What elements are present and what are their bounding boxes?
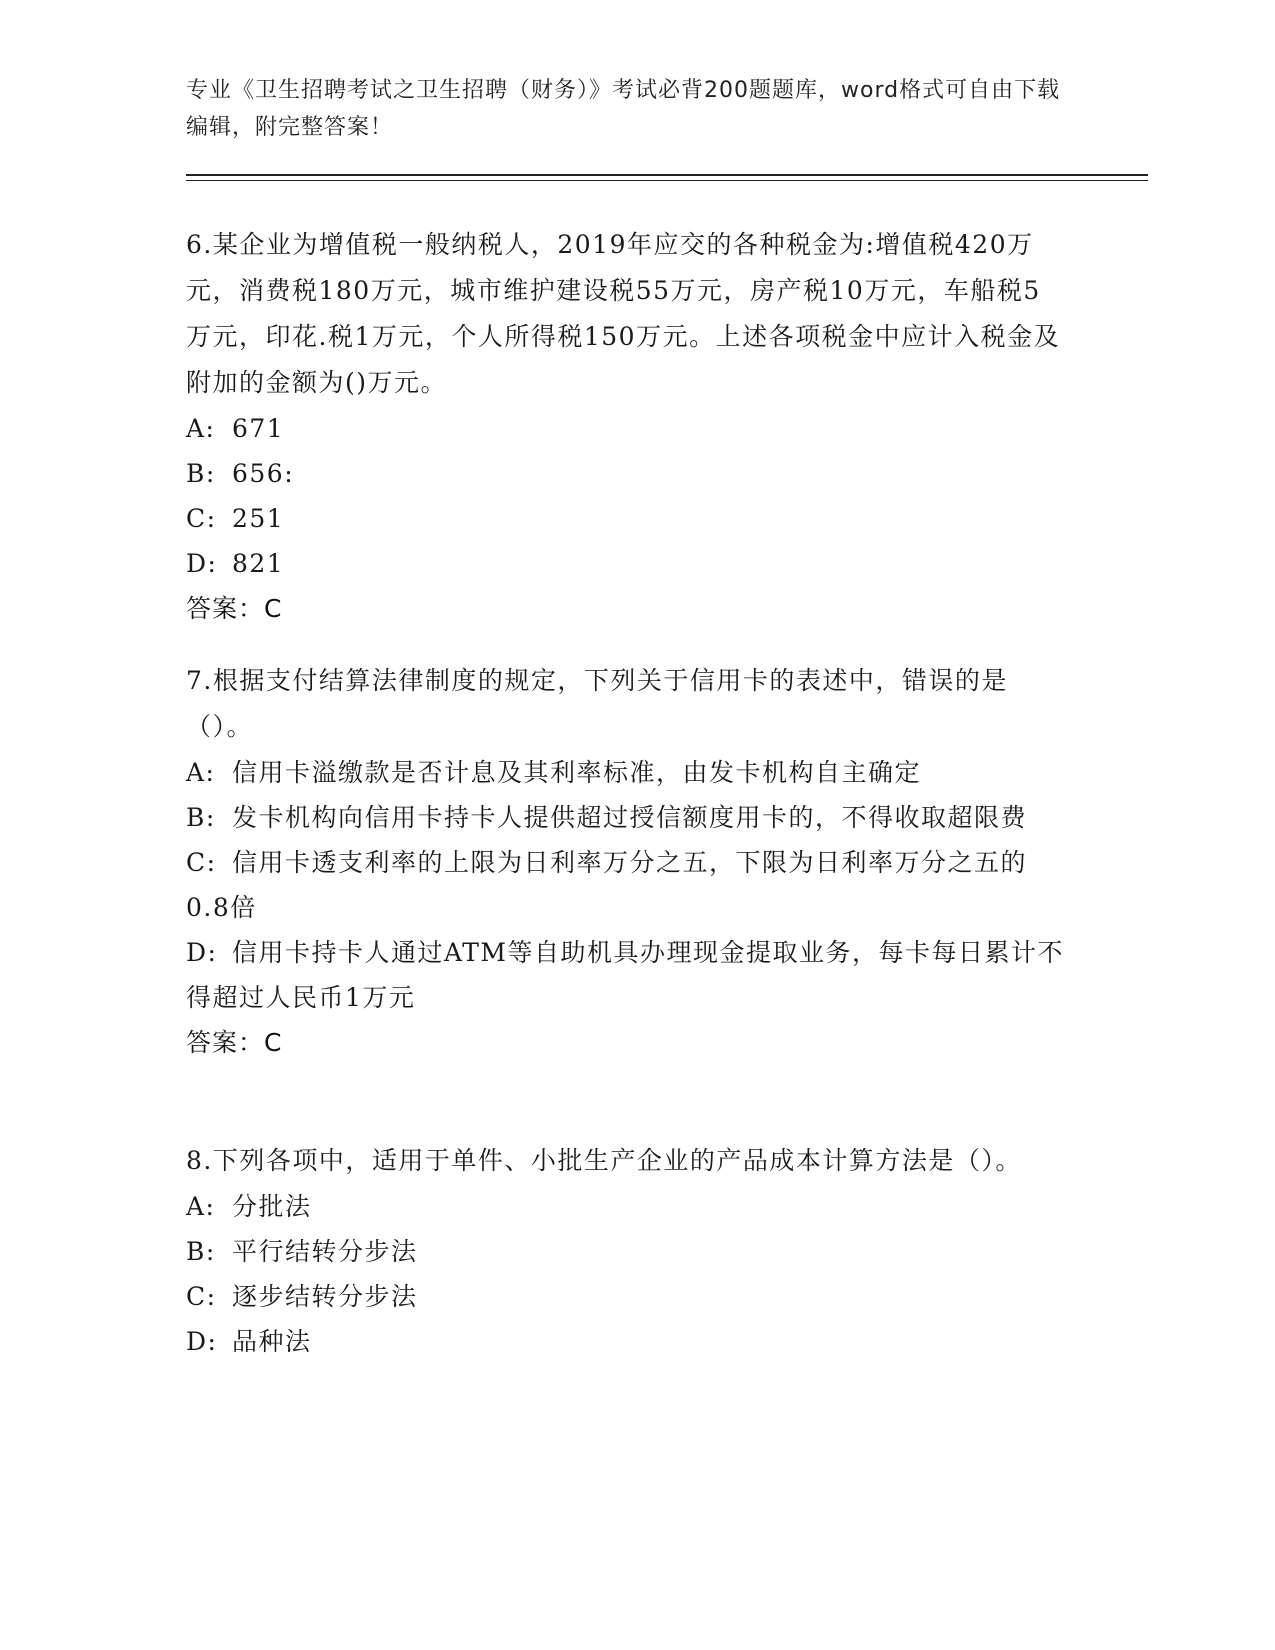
option-a [186,406,1066,451]
option-b [186,451,1066,496]
question-7 [186,658,1066,1066]
option-b [186,795,1066,840]
option-c [186,1274,1066,1319]
option-a [186,1184,1066,1229]
option-letter: D: [186,1327,218,1356]
option-text: 656: [232,459,295,488]
option-letter: C: [186,1282,217,1311]
option-letter: B: [186,803,216,832]
option-letter: B: [186,1237,216,1266]
option-b [186,1229,1066,1274]
option-a [186,750,1066,795]
option-c [186,840,1066,930]
answer-text: 答案：C [186,594,283,623]
option-text: 信用卡持卡人通过ATM等自助机具办理现金提取业务，每卡每日累计不得超过人民币1万元 [186,938,1064,1012]
question-8 [186,1138,1066,1364]
option-text: 品种法 [232,1327,312,1356]
document-header: 专业《卫生招聘考试之卫生招聘（财务）》考试必背200题题库，word格式可自由下载编辑，附完整答案！ [186,78,1061,140]
option-letter: D: [186,549,218,578]
option-letter: C: [186,848,217,877]
question-text: 6.某企业为增值税一般纳税人，2019年应交的各种税金为:增值税420万元，消费税180万元，城市维护建设税55万元，房产税10万元，车船税5万元，印花.税1万元，个人所得税150万元。上述各项税金中应计入税金及附加的金额为()万元。 [186,230,1061,397]
answer-text: 答案：C [186,1028,283,1057]
option-letter: C: [186,504,217,533]
option-text: 逐步结转分步法 [232,1282,418,1311]
option-d [186,541,1066,586]
question-6 [186,222,1066,632]
option-d [186,930,1066,1020]
option-text: 251 [232,504,285,533]
option-text: 平行结转分步法 [232,1237,418,1266]
option-c [186,496,1066,541]
option-letter: A: [186,1192,216,1221]
option-letter: D: [186,938,218,967]
option-d [186,1319,1066,1364]
option-letter: B: [186,459,216,488]
option-text: 821 [232,549,285,578]
option-text: 信用卡透支利率的上限为日利率万分之五，下限为日利率万分之五的0.8倍 [186,848,1028,922]
option-text: 信用卡溢缴款是否计息及其利率标准，由发卡机构自主确定 [232,758,922,787]
option-letter: A: [186,414,216,443]
header-rule-thick [186,174,1148,176]
option-letter: A: [186,758,216,787]
option-text: 671 [232,414,285,443]
option-text: 分批法 [232,1192,312,1221]
option-text: 发卡机构向信用卡持卡人提供超过授信额度用卡的，不得收取超限费 [232,803,1028,832]
header-rule-thin [186,180,1148,181]
question-text: 8.下列各项中，适用于单件、小批生产企业的产品成本计算方法是（）。 [186,1146,1022,1175]
question-text: 7.根据支付结算法律制度的规定，下列关于信用卡的表述中，错误的是（）。 [186,666,1008,741]
